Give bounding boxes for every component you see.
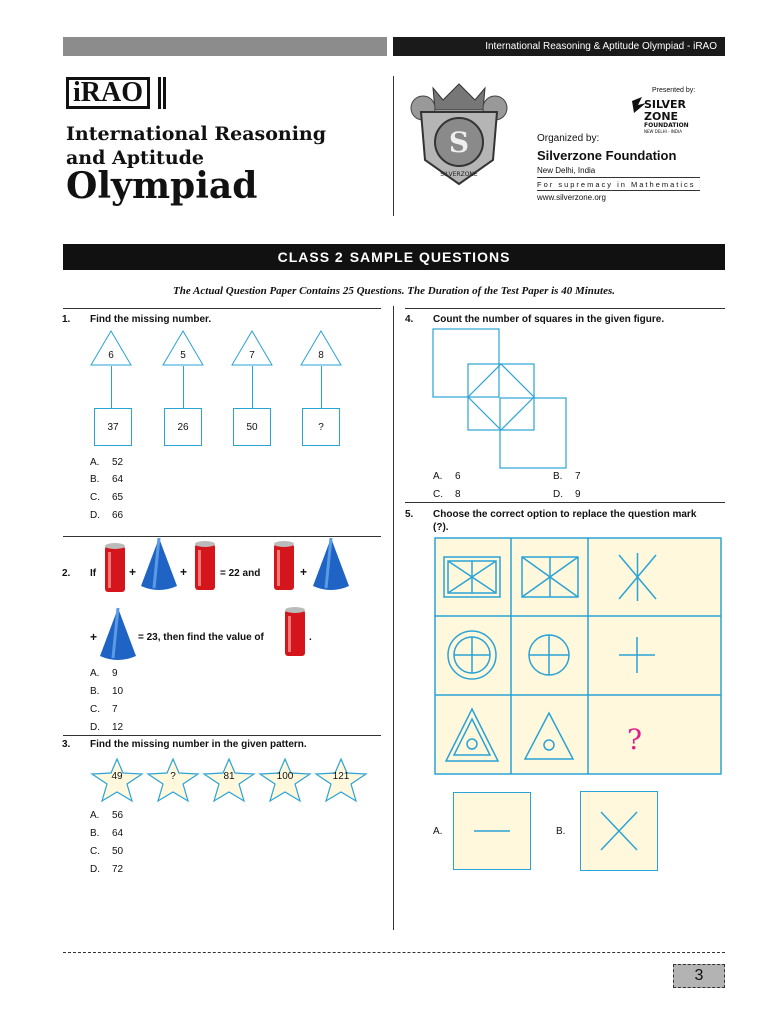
org-place: New Delhi, India [537, 166, 596, 175]
connector-line [321, 366, 322, 408]
option-value: 72 [112, 864, 124, 875]
svg-text:S: S [448, 126, 470, 159]
crest-text: SILVERZONE [440, 171, 478, 178]
q4-number: 4. [405, 314, 414, 325]
option-value: 6 [455, 471, 461, 482]
connector-line [252, 366, 253, 408]
q2-eq1: = 22 and [220, 568, 261, 579]
option-letter: B. [90, 828, 100, 839]
q5-option-a-label: A. [433, 826, 443, 837]
q1-text: Find the missing number. [90, 314, 212, 325]
q3-top-rule [63, 735, 381, 736]
q4-top-rule [405, 308, 725, 309]
brand-logo [66, 77, 168, 109]
q5-text-line1: Choose the correct option to replace the question mark [433, 509, 697, 520]
title-class: CLASS 2 [277, 249, 344, 265]
cone-icon [312, 536, 350, 594]
soda-can-icon [193, 540, 217, 594]
q2-period: . [309, 632, 312, 643]
plus-sign: + [300, 565, 308, 579]
org-website[interactable]: www.silverzone.org [537, 193, 606, 202]
crest-emblem-icon [403, 80, 515, 192]
option-letter: B. [90, 686, 100, 697]
option-letter: A. [433, 471, 443, 482]
option-value: 7 [575, 471, 581, 482]
q4-option-c[interactable] [433, 489, 461, 500]
q1-option-a[interactable] [90, 457, 123, 468]
q3-star [202, 757, 256, 803]
q2-eq2: = 23, then find the value of [138, 632, 264, 643]
q4-option-b[interactable] [553, 471, 581, 482]
q1-triangle-value: 7 [249, 350, 255, 361]
silverzone-logo-icon [630, 95, 702, 135]
header-topbar-text: International Reasoning & Aptitude Olympiad - iRAO [485, 41, 717, 52]
organized-by-label: Organized by: [537, 133, 600, 144]
logo-line2: ZONE [644, 110, 679, 123]
q1-box-value: 50 [233, 408, 271, 446]
q1-number: 1. [62, 314, 71, 325]
org-motto: For supremacy in Mathematics [537, 180, 696, 189]
option-value: 52 [112, 457, 124, 468]
cross-x-icon [581, 792, 657, 870]
cone-icon [140, 536, 178, 594]
option-value: 50 [112, 846, 124, 857]
plus-sign: + [129, 565, 137, 579]
q3-star-value: 49 [111, 771, 123, 782]
q5-question-mark: ? [627, 723, 643, 756]
q3-star-value: 121 [332, 771, 350, 782]
q2-option-b[interactable] [90, 686, 123, 697]
q3-star-value: ? [170, 771, 176, 782]
option-value: 9 [112, 668, 118, 679]
q3-star-value: 100 [276, 771, 294, 782]
connector-line [111, 366, 112, 408]
title-sample: SAMPLE QUESTIONS [349, 249, 511, 265]
option-letter: D. [90, 722, 100, 733]
q5-pattern-grid [434, 537, 722, 775]
option-letter: B. [90, 474, 100, 485]
plus-sign: + [90, 630, 98, 644]
q1-option-c[interactable] [90, 492, 123, 503]
option-letter: D. [90, 510, 100, 521]
q5-option-b[interactable] [580, 791, 658, 871]
q5-text-line2: (?). [433, 522, 449, 533]
q3-star [258, 757, 312, 803]
option-value: 56 [112, 810, 124, 821]
presented-by-label: Presented by: [652, 87, 696, 94]
q2-option-d[interactable] [90, 722, 123, 733]
connector-line [183, 366, 184, 408]
option-letter: A. [90, 457, 100, 468]
column-divider [393, 306, 394, 930]
q4-squares-figure [432, 328, 572, 470]
option-letter: C. [90, 492, 100, 503]
q3-option-c[interactable] [90, 846, 123, 857]
cone-icon [99, 606, 137, 664]
q1-box-value: 26 [164, 408, 202, 446]
q1-triangle-value: 6 [108, 350, 114, 361]
brand-bars [158, 77, 168, 114]
q1-triangle-value: 8 [318, 350, 324, 361]
option-value: 9 [575, 489, 581, 500]
q2-option-c[interactable] [90, 704, 118, 715]
option-value: 64 [112, 474, 124, 485]
q1-option-d[interactable] [90, 510, 123, 521]
page-number: 3 [673, 964, 725, 988]
q3-star [146, 757, 200, 803]
header-black-bar [393, 37, 725, 56]
q5-option-a[interactable] [453, 792, 531, 870]
q1-figure [90, 330, 370, 452]
header-grey-bar [63, 37, 387, 56]
option-value: 7 [112, 704, 118, 715]
olympiad-title-line3: Olympiad [66, 165, 258, 207]
option-letter: C. [90, 704, 100, 715]
option-value: 10 [112, 686, 124, 697]
q2-number: 2. [62, 568, 71, 579]
q1-top-rule [63, 308, 381, 309]
q4-option-d[interactable] [553, 489, 581, 500]
option-letter: A. [90, 810, 100, 821]
logo-line1: SILVER [644, 98, 687, 111]
logo-line4: NEW DELHI - INDIA [644, 129, 682, 134]
brand-text: iRAO [66, 77, 150, 109]
section-title-bar [63, 244, 725, 270]
option-value: 64 [112, 828, 124, 839]
option-letter: B. [553, 471, 563, 482]
q3-option-a[interactable] [90, 810, 123, 821]
option-letter: D. [553, 489, 563, 500]
q1-option-b[interactable] [90, 474, 123, 485]
option-letter: D. [90, 864, 100, 875]
header-divider [393, 76, 394, 216]
plus-sign: + [180, 565, 188, 579]
olympiad-title-line2: and Aptitude [66, 147, 205, 169]
q3-option-b[interactable] [90, 828, 123, 839]
q1-triangle-value: 5 [180, 350, 186, 361]
q5-option-b-label: B. [556, 826, 566, 837]
org-name: Silverzone Foundation [537, 148, 677, 163]
q2-option-a[interactable] [90, 668, 118, 679]
q1-box-value: ? [302, 408, 340, 446]
option-value: 65 [112, 492, 124, 503]
option-value: 8 [455, 489, 461, 500]
soda-can-icon [283, 606, 307, 660]
q5-number: 5. [405, 509, 414, 520]
q3-star [314, 757, 368, 803]
q3-star-value: 81 [223, 771, 235, 782]
footer-dashed-rule [63, 952, 725, 953]
q1-box-value: 37 [94, 408, 132, 446]
olympiad-title-line1: International Reasoning [66, 123, 327, 145]
q2-if: If [90, 568, 97, 579]
soda-can-icon [272, 540, 296, 594]
soda-can-icon [103, 542, 127, 596]
logo-line3: FOUNDATION [644, 122, 689, 129]
option-value: 66 [112, 510, 124, 521]
org-divider [537, 177, 700, 178]
q5-top-rule [405, 502, 725, 503]
option-letter: C. [90, 846, 100, 857]
paper-subtitle: The Actual Question Paper Contains 25 Questions. The Duration of the Test Paper is 40 Minutes. [173, 285, 615, 297]
q3-text: Find the missing number in the given pattern. [90, 739, 307, 750]
q4-text: Count the number of squares in the given figure. [433, 314, 665, 325]
q3-option-d[interactable] [90, 864, 123, 875]
org-divider-2 [537, 190, 700, 191]
option-value: 12 [112, 722, 124, 733]
horizontal-line-icon [454, 793, 530, 869]
q3-star [90, 757, 144, 803]
option-letter: A. [90, 668, 100, 679]
q3-number: 3. [62, 739, 71, 750]
q4-option-a[interactable] [433, 471, 461, 482]
option-letter: C. [433, 489, 443, 500]
